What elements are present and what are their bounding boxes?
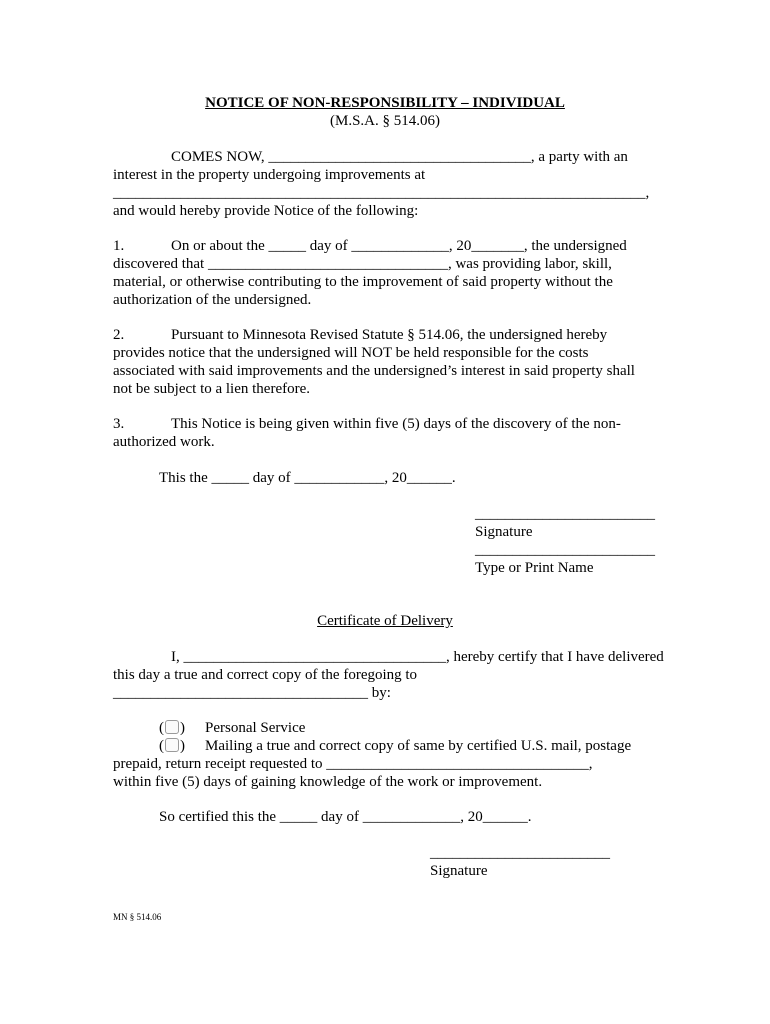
- signature-block: [475, 505, 665, 577]
- certificate-line: __________________________________ by:: [113, 685, 391, 701]
- intro-line: COMES NOW, ___________________________________, a party with an: [171, 149, 628, 165]
- paragraph-line: Pursuant to Minnesota Revised Statute § 514.06, the undersigned hereby: [171, 327, 608, 343]
- personal-service-label: Personal Service: [205, 720, 306, 736]
- paragraph-line: material, or otherwise contributing to the improvement of said property without the: [113, 274, 613, 290]
- paragraph-number: 2.: [113, 327, 125, 343]
- paren-close: ): [180, 738, 185, 754]
- paragraph-number: 1.: [113, 238, 125, 254]
- delivery-option-mail: [113, 737, 653, 755]
- paragraph-3: [113, 415, 653, 451]
- paragraph-1: [113, 237, 653, 309]
- paragraph-line: not be subject to a lien therefore.: [113, 381, 311, 397]
- document-title: NOTICE OF NON-RESPONSIBILITY – INDIVIDUAL: [205, 95, 565, 111]
- document-header: [113, 94, 657, 130]
- certificate-line: prepaid, return receipt requested to ___________________________________,: [113, 756, 593, 772]
- certified-date-line: [159, 808, 699, 826]
- intro-paragraph: [113, 148, 653, 220]
- mail-delivery-label: Mailing a true and correct copy of same by certified U.S. mail, postage: [205, 738, 632, 754]
- delivery-option-personal: [113, 719, 653, 737]
- paren-open: (: [159, 720, 164, 736]
- certificate-line: this day a true and correct copy of the foregoing to: [113, 667, 418, 683]
- signature-rule: ________________________: [430, 845, 610, 861]
- paragraph-line: On or about the _____ day of _____________, 20_______, the undersigned: [171, 238, 627, 254]
- print-name-label: Type or Print Name: [475, 560, 594, 576]
- paragraph-number: 3.: [113, 416, 125, 432]
- certificate-heading-wrap: [113, 612, 657, 630]
- paren-open: (: [159, 738, 164, 754]
- footer-reference: MN § 514.06: [113, 912, 162, 922]
- date-line: [159, 469, 699, 487]
- print-name-rule: ________________________: [475, 542, 655, 558]
- paragraph-2: [113, 326, 653, 398]
- certificate-signature-block: [430, 844, 620, 880]
- paragraph-line: discovered that ________________________________, was providing labor, skill,: [113, 256, 612, 272]
- certified-date-text: So certified this the _____ day of _____________, 20______.: [159, 809, 532, 825]
- signature-label: Signature: [430, 863, 488, 879]
- certificate-line: I, ___________________________________, hereby certify that I have delivered: [171, 649, 664, 665]
- statute-reference: (M.S.A. § 514.06): [329, 113, 440, 129]
- paren-close: ): [180, 720, 185, 736]
- paragraph-line: associated with said improvements and the undersigned’s interest in said property shall: [113, 363, 635, 379]
- paragraph-line: provides notice that the undersigned will NOT be held responsible for the costs: [113, 345, 589, 361]
- intro-line: interest in the property undergoing improvements at: [113, 167, 426, 183]
- certificate-line: within five (5) days of gaining knowledge of the work or improvement.: [113, 774, 543, 790]
- paragraph-line: This Notice is being given within five (5) days of the discovery of the non-: [171, 416, 621, 432]
- date-line-text: This the _____ day of ____________, 20______.: [159, 470, 456, 486]
- paragraph-line: authorization of the undersigned.: [113, 292, 312, 308]
- signature-rule: ________________________: [475, 506, 655, 522]
- signature-label: Signature: [475, 524, 533, 540]
- paragraph-line: authorized work.: [113, 434, 215, 450]
- certificate-paragraph: [113, 648, 664, 702]
- intro-line: _______________________________________________________________________,: [113, 185, 650, 201]
- delivery-options: [113, 719, 653, 791]
- intro-line: and would hereby provide Notice of the following:: [113, 203, 419, 219]
- mail-delivery-checkbox[interactable]: [165, 738, 179, 752]
- certificate-heading: Certificate of Delivery: [317, 613, 453, 629]
- personal-service-checkbox[interactable]: [165, 720, 179, 734]
